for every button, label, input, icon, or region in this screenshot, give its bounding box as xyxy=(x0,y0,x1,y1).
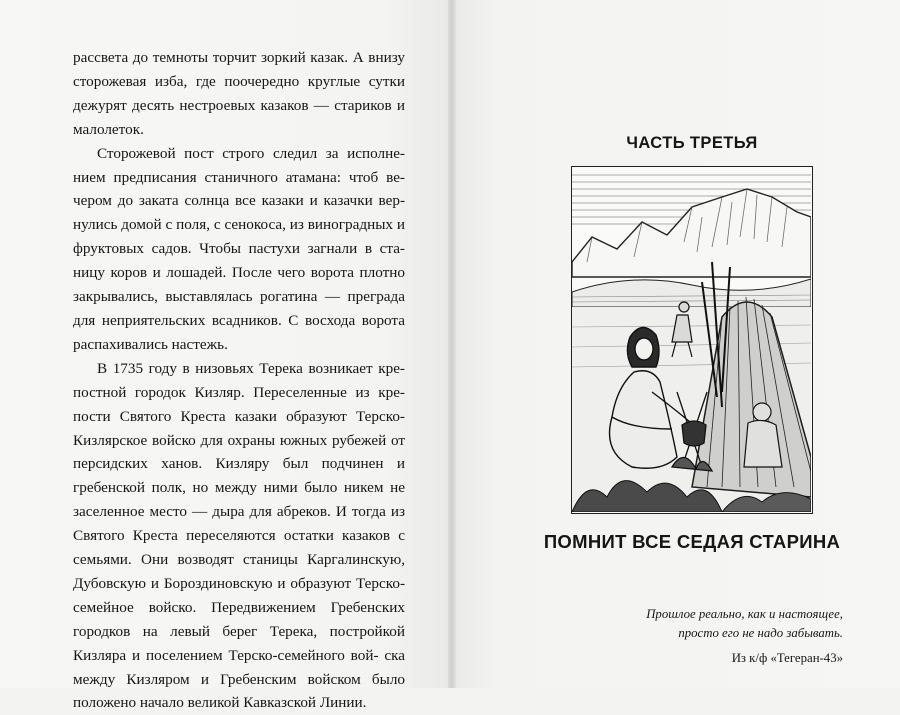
text-line: Сторожевой пост строго следил за исполне- xyxy=(97,144,405,162)
text-line: городков на левый берег Терека, постройкой xyxy=(73,622,405,640)
text-line: положено начало великой Кавказской Линии. xyxy=(73,694,367,712)
text-line: от персидских ханов. Кизляру был подчинен и xyxy=(73,431,405,473)
text-line: Кизляра и поселением Терско-семейного вой- xyxy=(73,646,379,664)
text-line: сторожевая изба, где поочередно круглые сутки xyxy=(73,72,405,90)
text-line: закрывались, выставлялась рогатина — преграда xyxy=(73,288,405,306)
text-line: гребенской полк, но между ними было никем не xyxy=(73,479,405,497)
engraving-illustration xyxy=(572,167,811,512)
text-line: и фруктовых садов. Чтобы пастухи загнали в ста- xyxy=(73,216,406,258)
text-line: заселенное место — дыра для абреков. И тогда из xyxy=(73,503,405,521)
illustration xyxy=(571,166,813,514)
text-line: нулись домой с поля, с сенокоса, из виноградных xyxy=(73,216,393,234)
text-line: чером до заката солнца все казаки и казачки вер- xyxy=(73,192,405,210)
text-line: Святого Креста переселяются остатки казаков с xyxy=(73,527,405,545)
text-line: пости Святого Креста казаки образуют Терско- xyxy=(73,407,405,425)
book-gutter xyxy=(448,0,456,688)
paragraph xyxy=(73,142,405,357)
epigraph xyxy=(585,605,843,668)
epigraph-source: Из к/ф «Тегеран-43» xyxy=(731,651,843,665)
part-title: ЧАСТЬ ТРЕТЬЯ xyxy=(626,134,758,152)
text-line: Кизлярское войско для охраны южных рубежей xyxy=(73,431,387,449)
body-text xyxy=(73,46,405,715)
text-line: семейное войско. Передвижением Гребенских xyxy=(73,598,405,616)
text-line: семьями. Они возводят станицы Каргалинскую, xyxy=(73,551,405,569)
text-line: ска между Кизляром и Гребенским войском было xyxy=(73,646,406,688)
text-line: Дубовскую и Бороздиновскую и образуют Терско- xyxy=(73,574,405,592)
text-line: ницу коров и лошадей. После чего ворота плотно xyxy=(73,264,405,282)
text-line: нием предписания станичного атамана: чтоб ве- xyxy=(73,168,405,186)
paragraph xyxy=(73,357,405,715)
epigraph-line-1: Прошлое реально, как и настоящее, xyxy=(646,607,843,621)
paragraph xyxy=(73,46,405,142)
text-line: дежурят десять нестроевых казаков — стариков и xyxy=(73,96,405,114)
text-line: малолеток. xyxy=(73,120,144,138)
text-line: постной городок Кизляр. Переселенные из кре- xyxy=(73,383,405,401)
text-line: В 1735 году в низовьях Терека возникает кре- xyxy=(97,359,405,377)
section-title: ПОМНИТ ВСЕ СЕДАЯ СТАРИНА xyxy=(543,531,841,552)
text-line: рассвета до темноты торчит зоркий казак. А внизу xyxy=(73,49,405,66)
epigraph-line-2: просто его не надо забывать. xyxy=(678,626,843,640)
text-line: для неприятельских всадников. С восхода ворота xyxy=(73,311,405,329)
text-line: распахивались настежь. xyxy=(73,335,228,353)
